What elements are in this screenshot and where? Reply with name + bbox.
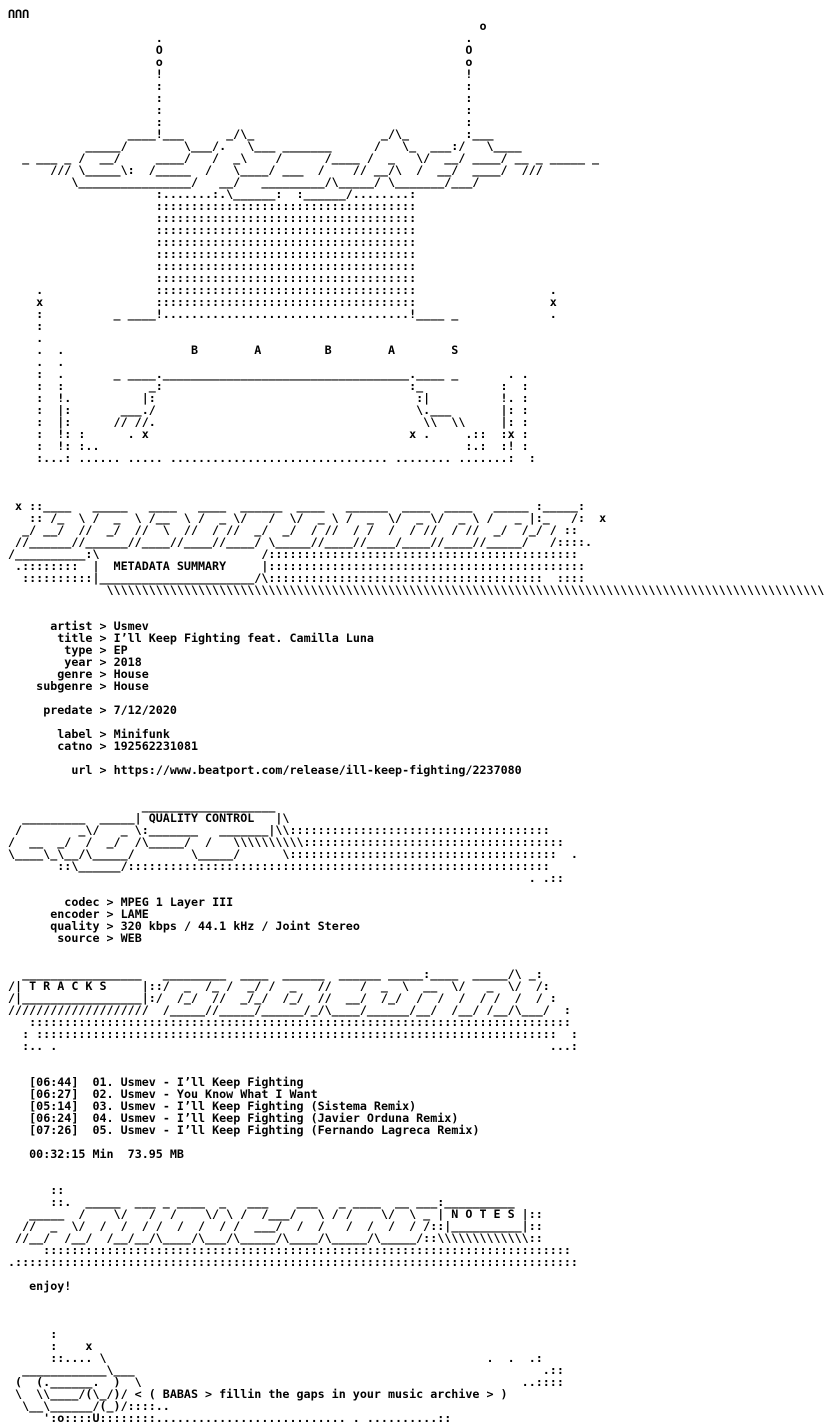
notes-banner-art: :: ::. _____ ___ _ ____ _ ___ ___ _ ____ __ ___:__________ _____ / \/ / / \/ \ / /___/ \ / / \/ \ _ | N O T E S |:: // _ \/ / / / / / / / / ___/ / / / / / / /::|__________|:: //__/ /__/ /__/__/\____/\___/\_____/\____/\_____/\_____/::\\\\\\\\\\\\\:: ::::::::::::::::::::::::::::::::::::::::::::::::::::::::::::::::::::::::::: .:::::::::::::::::::::::::::::::::::::::::::::::::::::::::::::::::::::::::::::::: [8, 1183, 578, 1269]
tracks-total-size: 73.95 MB [127, 1147, 184, 1161]
notes-text-value: enjoy! [29, 1279, 72, 1293]
metadata-artist-value: Usmev [113, 619, 149, 633]
metadata-label-value: Minifunk [113, 727, 170, 741]
tracks-total-row [8, 1148, 640, 1160]
metadata-predate-value: 7/12/2020 [113, 703, 177, 717]
header-mark: ՈՈՈ [8, 7, 30, 21]
quality-quality-label: quality [50, 919, 100, 933]
metadata-banner [8, 499, 824, 597]
metadata-title-label: title [57, 631, 93, 645]
metadata-artist-label: artist [50, 619, 93, 633]
metadata-year-label: year [64, 655, 93, 669]
metadata-predate-row: predate > 7/12/2020 [43, 703, 177, 717]
metadata-url-row: url > https://www.beatport.com/release/ill-keep-fighting/2237080 [71, 763, 522, 777]
metadata-title-value: I’ll Keep Fighting feat. Camilla Luna [113, 631, 374, 645]
track-entry: 03. Usmev - I’ll Keep Fighting (Sistema Remix) [92, 1099, 417, 1113]
track-row [8, 1124, 640, 1136]
metadata-url-link[interactable]: https://www.beatport.com/release/ill-keep-fighting/2237080 [113, 763, 522, 777]
track-time: [06:24] [29, 1111, 79, 1125]
tracks-total-time: 00:32:15 Min [29, 1147, 114, 1161]
metadata-predate-label: predate [43, 703, 93, 717]
tracks-banner-art: _________________ _________ ____ ______ ______ _____:____ _____/\ _: /| T R A C K S |::/ _ /_ / _/ / _ // / _ \ __ \/ _ \/ /: /|_________________|:/ /_/ // _/_/ /_/ // __/ /_/ / / / / / / / : //////////////////// /_____//_____/______/_/\____/______/__/ /__/ /__/\___/ : ::::::::::::::::::::::::::::::::::::::::::::::::::::::::::::::::::::::::::::: : :::::::::::::::::::::::::::::::::::::::::::::::::::::::::::::::::::::::::: : :.. . ...: [8, 967, 578, 1053]
metadata-catno-row: catno > 192562231081 [57, 739, 199, 753]
quality-banner-art: ___________________ _________ _____| QUALITY CONTROL |\ / _\/ _ \:_______ _______|\\::::::::::::::::::::::::::::::::::::: / __ _/ / _/ /\_____/ / \\\\\\\\\\::::::::::::::::::::::::::::::::::::: \____\_\__/\_____/ \_____/ \:::::::::::::::::::::::::::::::::::::: . ::\______/:::::::::::::::::::::::::::::::::::::::::::::::::::::::::::: . .:: [8, 799, 578, 885]
track-time: [06:27] [29, 1087, 79, 1101]
metadata-label-label: label [57, 727, 93, 741]
metadata-type-row: type > EP [64, 643, 128, 657]
quality-source-label: source [57, 931, 100, 945]
track-entry: 05. Usmev - I’ll Keep Fighting (Fernando Lagreca Remix) [92, 1123, 480, 1137]
metadata-genre-row: genre > House [57, 667, 149, 681]
quality-quality-row: quality > 320 kbps / 44.1 kHz / Joint Stereo [50, 919, 360, 933]
metadata-type-label: type [64, 643, 93, 657]
quality-codec-row: codec > MPEG 1 Layer III [64, 895, 234, 909]
quality-codec-label: codec [64, 895, 100, 909]
metadata-genre-label: genre [57, 667, 93, 681]
track-time: [07:26] [29, 1123, 79, 1137]
metadata-year-value: 2018 [113, 655, 142, 669]
footer-art-top: : : x ::.... \ . . .: ____________\___ .:: ( (.______. ) \ ..:::: [15, 1327, 564, 1389]
metadata-genre-value: House [113, 667, 149, 681]
track-entry: 01. Usmev - I’ll Keep Fighting [92, 1075, 304, 1089]
track-entry: 02. Usmev - You Know What I Want [92, 1087, 318, 1101]
quality-encoder-label: encoder [50, 907, 100, 921]
track-entry: 04. Usmev - I’ll Keep Fighting (Javier Orduna Remix) [92, 1111, 459, 1125]
metadata-catno-value: 192562231081 [113, 739, 199, 753]
metadata-banner-art: x ::____ _____ ____ ____ ______ ____ ______ ____ ____ _____ :_____: :: /_ \ / _ \ /__ \ / _ \/ / \/ _ \ / _ \/ _ \/ _ \ / _ |:_ /: x _/ __/ // _/ // \ // / // _/ _/ / // / / / / // / // _/ /_/ / :: //______//______//____//____//____/ \_____//____//____/____//____//_____/ /::::. /__________:\ /:::::::::::::::::::::::::::::::::::::::::::: .:::::::: | METADATA SUMMARY |::::::::::::::::::::::::::::::::::::::::::::: ::::::::::|______________________/\::::::::::::::::::::::::::::::::::::::: :::: \\\\\\\\\\\\\\\\\\\\\\\\\\\\\\\\\\\\\\\\\\\\\\\\\\\\\\\\\\\\\\\\\\\\\\\\\\\\\\\\\\\\\\\\\\\\\\\\\\\\\\ [8, 499, 824, 597]
quality-source-value: WEB [120, 931, 142, 945]
quality-encoder-row: encoder > LAME [50, 907, 149, 921]
metadata-artist-row: artist > Usmev [50, 619, 149, 633]
quality-encoder-value: LAME [120, 907, 149, 921]
notes-text [8, 1280, 640, 1292]
metadata-year-row: year > 2018 [64, 655, 142, 669]
quality-source-row: source > WEB [57, 931, 142, 945]
metadata-type-value: EP [113, 643, 128, 657]
footer-tagline: ( BABAS > fillin the gaps in your music archive > ) [148, 1387, 508, 1401]
footer-art-mid: \ \\____/(\_/)/ < [8, 1387, 149, 1401]
metadata-catno-label: catno [57, 739, 93, 753]
metadata-label-row: label > Minifunk [57, 727, 170, 741]
metadata-subgenre-value: House [113, 679, 149, 693]
metadata-subgenre-row: subgenre > House [36, 679, 149, 693]
metadata-url-label: url [71, 763, 93, 777]
metadata-title-row: title > I’ll Keep Fighting feat. Camilla Luna [57, 631, 374, 645]
metadata-subgenre-label: subgenre [36, 679, 93, 693]
footer-art-bottom: \__\______/(_)/::::.. ':o::::U::::::::........................... . ..........:: [22, 1399, 452, 1425]
babas-logo-art: o . . O O o o ! ! : : : : : : : : ____!___ _/\_ _/\_ :___ _____/ \___/. \___ _______ / \_ ___:/ \____ _ ___ _ / __/ ____/ / _\ / /____ / _ \/ __/ ____/ __ _ _____ _ /// \_____\: /_____ / \____/ ___ / // __/\ / __/ ____/ /// \________________/ __/ _________/\_____/ \_______/___/ :.......:.\______: :______/........: ::::::::::::::::::::::::::::::::::::: ::::::::::::::::::::::::::::::::::::: ::::::::::::::::::::::::::::::::::::: ::::::::::::::::::::::::::::::::::::: ::::::::::::::::::::::::::::::::::::: ::::::::::::::::::::::::::::::::::::: ::::::::::::::::::::::::::::::::::::: . ::::::::::::::::::::::::::::::::::::: . x ::::::::::::::::::::::::::::::::::::: x : _ ____!...................................!____ _ . : . . . B A B A S . . : . _ ____.___________________________________.____ _ . . : : _: :_ : : : !. |: :| !. : : |: ___./ \.___ |: : : |: // //. \\ \\ |: : : !: : . x x . .:: :x : : !: :.. :.: :! : :...: ...... ..... ............................... ........ .......: : [22, 19, 600, 465]
quality-codec-value: MPEG 1 Layer III [120, 895, 234, 909]
track-time: [06:44] [29, 1075, 79, 1089]
track-time: [05:14] [29, 1099, 79, 1113]
quality-quality-value: 320 kbps / 44.1 kHz / Joint Stereo [120, 919, 360, 933]
